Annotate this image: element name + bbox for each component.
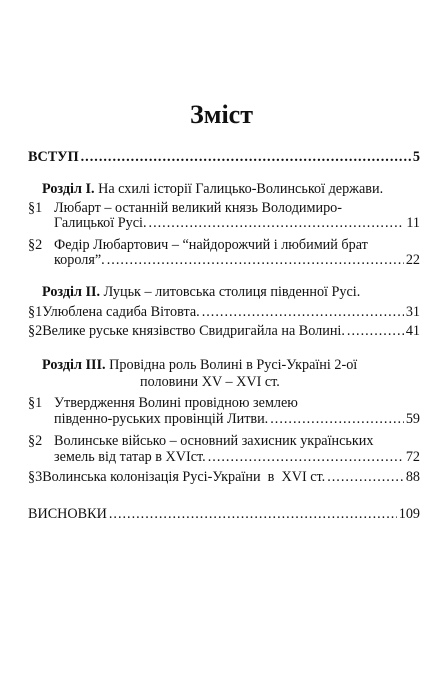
page-number: 11: [406, 215, 420, 231]
section-title: Любарт – останній великий князь Володимиро-: [54, 200, 342, 216]
section-title: Волинське військо – основний захисник українських: [54, 433, 374, 449]
section-title: Утвердження Волині провідною землею: [54, 395, 298, 411]
section-title: Волинська колонізація Русі-України в XVI ст.: [42, 469, 326, 485]
section-title-cont: земель від татар в XVIст.: [54, 449, 206, 465]
toc-entry-conclusions: [28, 505, 420, 524]
section-mark: §1: [28, 304, 43, 320]
section-mark: §1: [28, 200, 43, 216]
section-mark: §2: [28, 237, 43, 253]
page-number: 5: [412, 149, 420, 165]
chapter-2-label: Розділ ІІ.: [42, 284, 101, 300]
dot-leader: [149, 214, 405, 233]
chapter-2-title: Луцьк – литовська столиця південної Русі.: [100, 284, 361, 300]
chapter-1-label: Розділ І.: [42, 181, 95, 197]
section-title-cont: Галицької Русі.: [54, 215, 147, 231]
chapter-2-section-1: [28, 303, 420, 322]
dot-leader: [347, 322, 404, 341]
page-number: 88: [405, 469, 420, 485]
page-number: 31: [405, 304, 420, 320]
dot-leader: [270, 410, 404, 429]
page-title: Зміст: [190, 100, 253, 129]
chapter-1-section-1-line2: [54, 214, 420, 233]
section-mark: §1: [28, 395, 43, 411]
section-title-cont: короля”.: [54, 252, 105, 268]
page-number: 109: [398, 506, 420, 522]
chapter-1-heading: [42, 180, 383, 199]
section-title: Улюблена садиба Вітовта.: [42, 304, 200, 320]
toc-entry-label: ВИСНОВКИ: [28, 506, 107, 522]
chapter-3-title: Провідна роль Волині в Русі-Україні 2-ої: [105, 357, 358, 373]
dot-leader: [107, 251, 404, 270]
chapter-1-section-2-line2: [54, 251, 420, 270]
dot-leader: [202, 303, 404, 322]
section-title: Федір Любартович – “найдорожчий і любимий брат: [54, 237, 368, 253]
chapter-3-section-1-line2: [54, 410, 420, 429]
chapter-3-section-3: [28, 468, 420, 487]
dot-leader: [109, 505, 397, 524]
chapter-3-section-2-line2: [54, 448, 420, 467]
chapter-3-label: Розділ ІІІ.: [42, 357, 106, 373]
section-title: Велике руське князівство Свидригайла на Волині.: [42, 323, 345, 339]
chapter-1-title: На схилі історії Галицько-Волинської держави.: [94, 181, 384, 197]
page-number: 72: [405, 449, 420, 465]
page-number: 22: [405, 252, 420, 268]
section-title-cont: південно-руських провінцій Литви.: [54, 411, 269, 427]
page-number: 59: [405, 411, 420, 427]
dot-leader: [208, 448, 404, 467]
dot-leader: [81, 148, 411, 167]
section-mark: §3: [28, 469, 43, 485]
chapter-2-heading: [42, 283, 360, 302]
page-number: 41: [405, 323, 420, 339]
toc-entry-label: ВСТУП: [28, 149, 79, 165]
chapter-2-section-2: [28, 322, 420, 341]
section-mark: §2: [28, 323, 43, 339]
chapter-3-heading-line2: половини XV – XVI ст.: [140, 374, 280, 390]
toc-entry-intro: [28, 148, 420, 167]
section-mark: §2: [28, 433, 43, 449]
dot-leader: [327, 468, 404, 487]
